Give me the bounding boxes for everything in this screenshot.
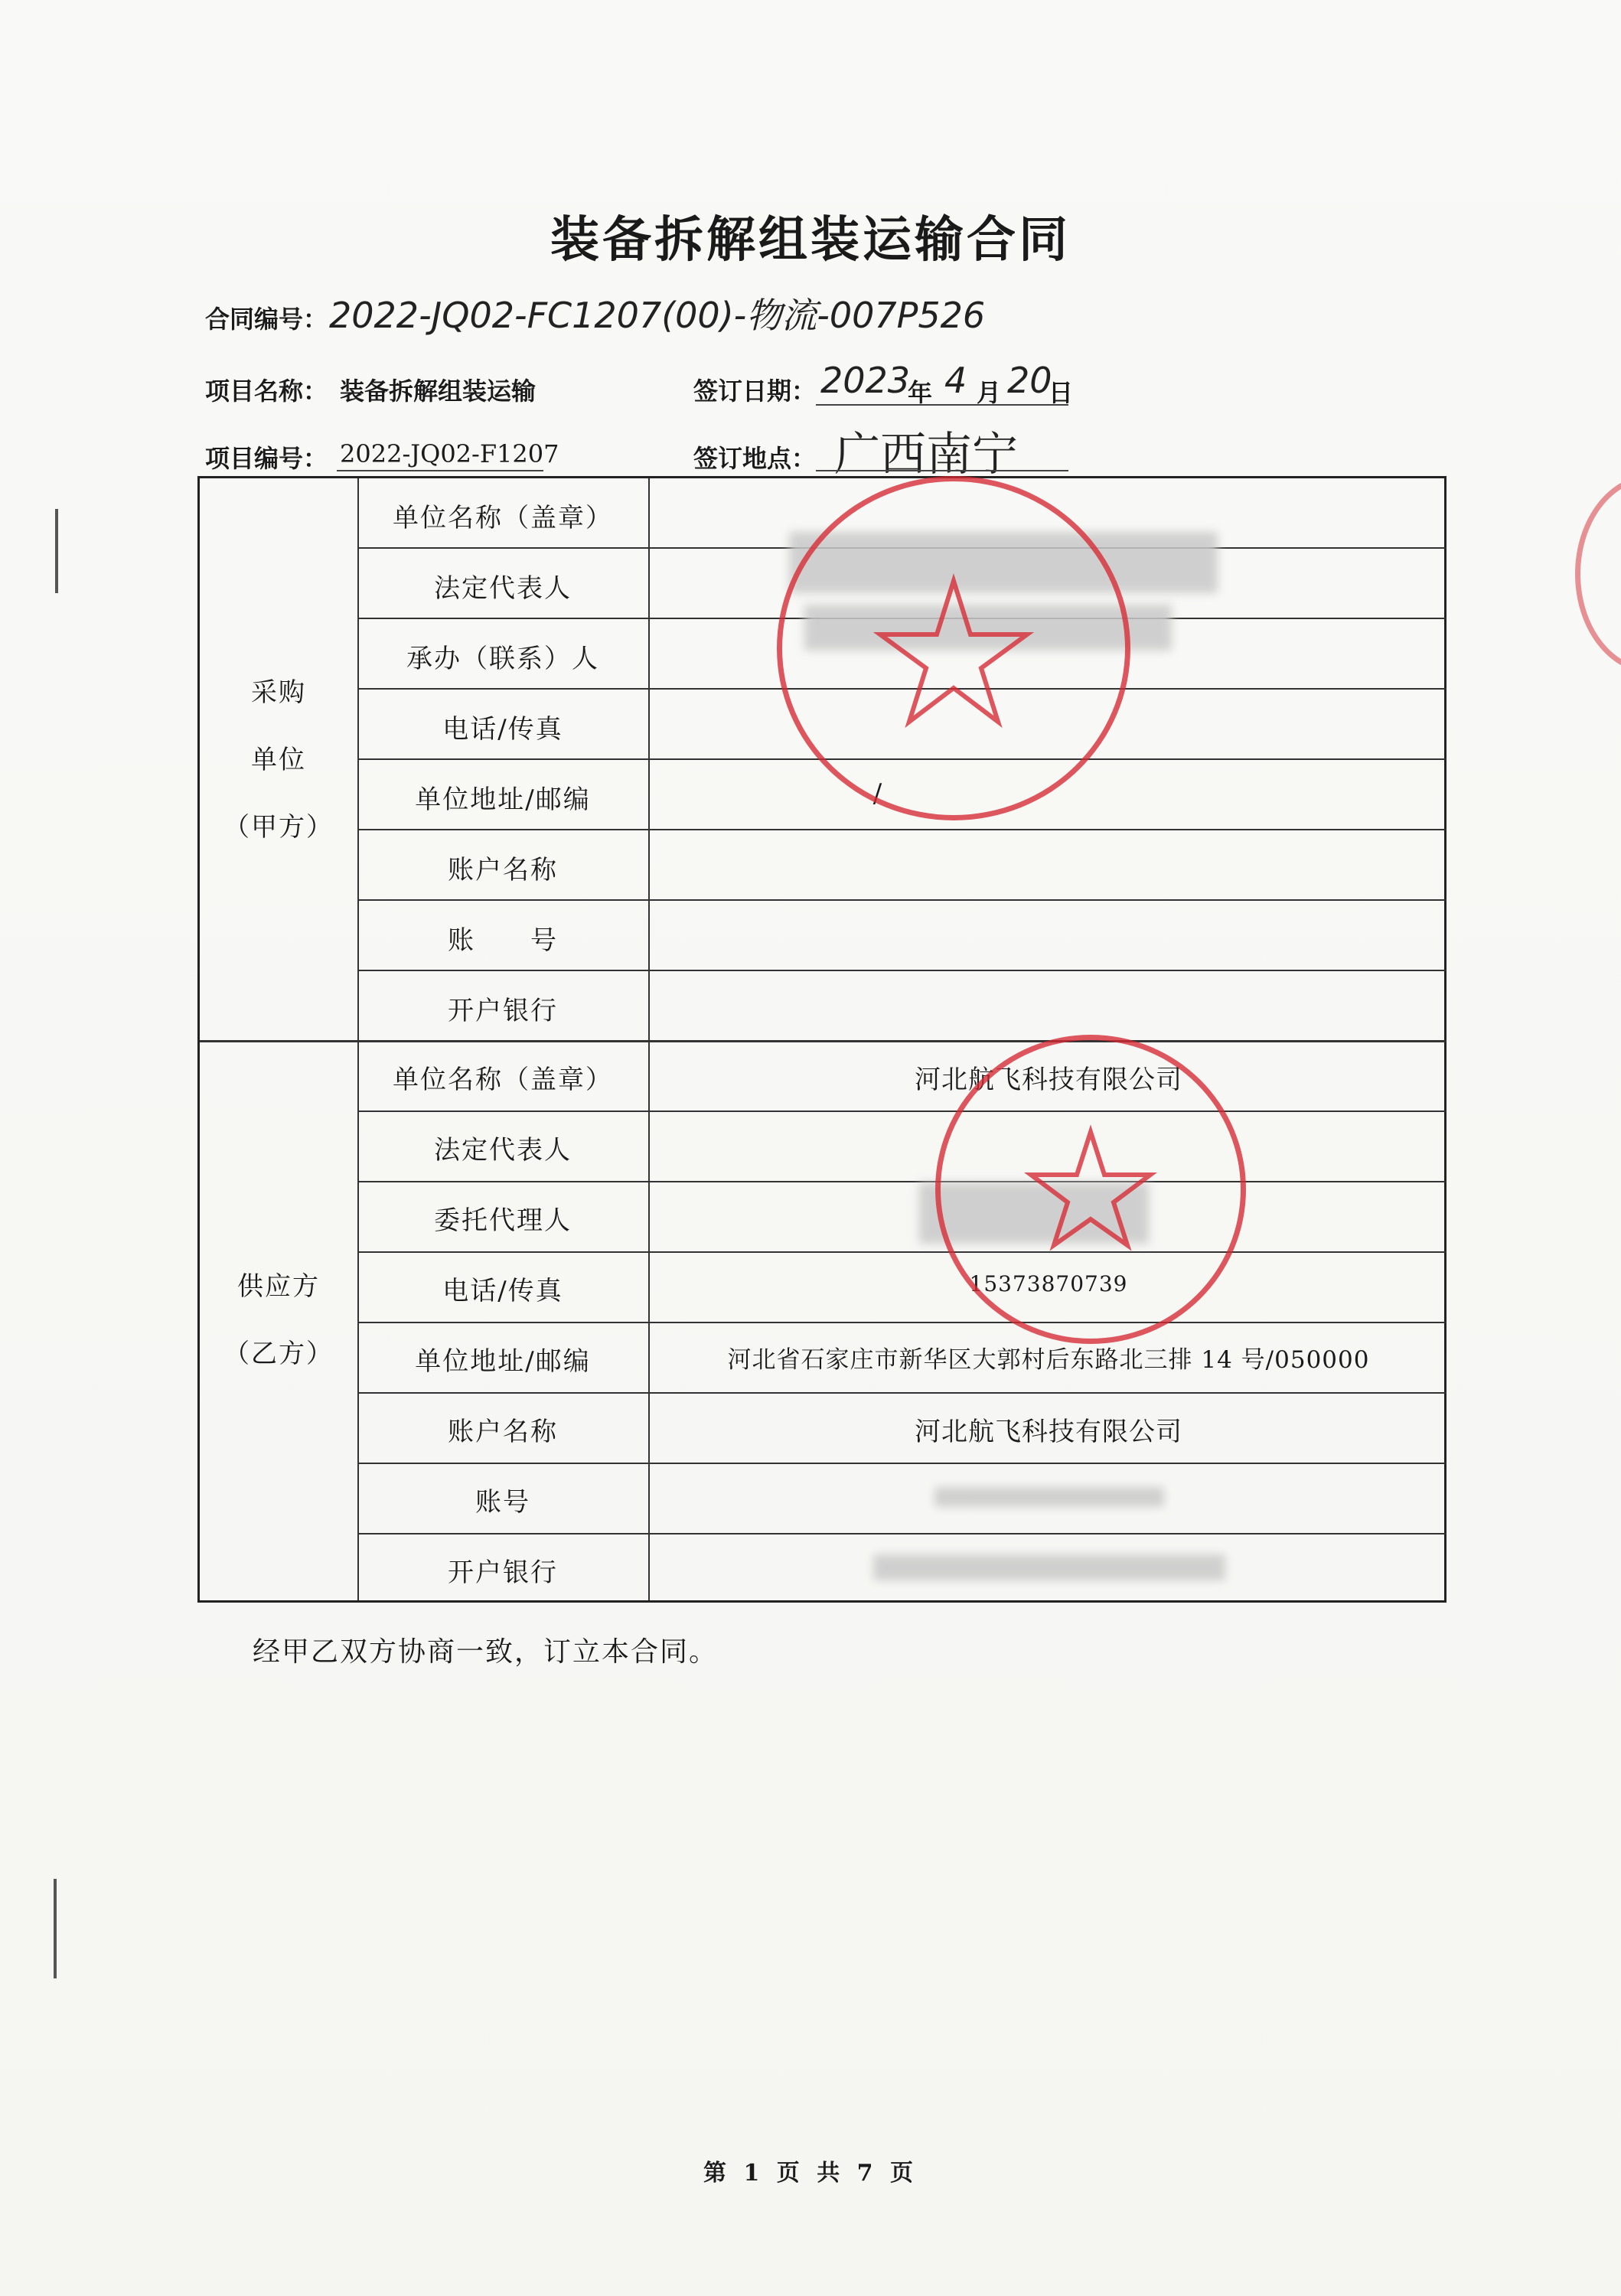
party-b-group-label-line2: （乙方） (223, 1339, 334, 1369)
star-icon (941, 1040, 1241, 1339)
scan-edge-mark (55, 509, 58, 593)
sign-date-month: 4 (944, 360, 967, 401)
party-b-row-value: 15373870739 (969, 1271, 1128, 1296)
sign-date-day: 20 (1007, 360, 1052, 401)
sign-place-label: 签订地点： (693, 444, 817, 473)
party-a-row-label: 法定代表人 (434, 573, 572, 604)
party-a-group-label-line3: （甲方） (223, 812, 334, 843)
party-a-row-label: 单位名称（盖章） (393, 503, 613, 533)
party-a-group-label-line1: 采购 (251, 677, 306, 708)
contract-no-value: 2022-JQ02-FC1207(00)-物流-007P526 (329, 295, 986, 336)
party-a-row-label: 账户名称 (448, 855, 558, 885)
party-b-row-label: 开户银行 (448, 1557, 558, 1588)
edge-stamp-fragment (1575, 475, 1621, 673)
table-row-divider (357, 1110, 1446, 1112)
party-b-stamp (935, 1035, 1246, 1344)
party-b-row-label: 单位名称（盖章） (393, 1065, 613, 1095)
agreement-note: 经甲乙双方协商一致，订立本合同。 (253, 1636, 719, 1668)
party-b-row-label: 委托代理人 (434, 1205, 572, 1236)
redacted-area (934, 1487, 1164, 1507)
party-b-row-label: 账号 (475, 1487, 530, 1518)
party-a-row-label: 电话/传真 (442, 714, 563, 745)
sign-date-day-unit: 日 (1049, 378, 1074, 407)
party-b-row-label: 法定代表人 (434, 1135, 572, 1166)
party-b-row-label: 电话/传真 (442, 1276, 563, 1306)
party-a-row-label: 承办（联系）人 (406, 644, 599, 674)
sign-place-underline (816, 470, 1068, 471)
table-row-divider (357, 970, 1446, 971)
star-icon (782, 481, 1125, 815)
project-name-label: 项目名称： (205, 377, 328, 406)
sign-date-year: 2023 (820, 360, 911, 401)
party-a-stamp (777, 476, 1130, 820)
party-b-row-label: 账户名称 (448, 1417, 558, 1447)
table-row-divider (357, 1322, 1446, 1323)
party-b-row-value: 河北航飞科技有限公司 (915, 1065, 1182, 1095)
sign-date-year-unit: 年 (908, 378, 933, 407)
table-section-divider (200, 1040, 1446, 1042)
party-a-row-label: 单位地址/邮编 (415, 784, 591, 815)
party-b-row-value: 河北省石家庄市新华区大郭村后东路北三排 14 号/050000 (727, 1346, 1370, 1374)
sign-date-label: 签订日期： (693, 377, 817, 406)
scan-edge-mark (54, 1879, 57, 1978)
party-a-group-label-line2: 单位 (251, 745, 306, 775)
table-row-divider (357, 1392, 1446, 1394)
party-a-row-value: / (872, 778, 883, 809)
party-a-row-label: 开户银行 (448, 996, 558, 1026)
table-row-divider (357, 899, 1446, 901)
sign-date-month-unit: 月 (977, 378, 1002, 407)
table-row-divider (357, 1533, 1446, 1534)
party-b-row-value: 河北航飞科技有限公司 (915, 1417, 1182, 1447)
page-footer: 第 1 页 共 7 页 (703, 2160, 918, 2187)
project-no-label: 项目编号： (205, 444, 328, 473)
party-a-row-label: 账 号 (448, 925, 558, 956)
party-b-group-label-line1: 供应方 (237, 1271, 320, 1302)
project-no-value: 2022-JQ02-F1207 (340, 439, 559, 468)
table-row-divider (357, 1463, 1446, 1464)
table-row-divider (357, 829, 1446, 830)
project-name-value: 装备拆解组装运输 (340, 377, 537, 406)
table-row-divider (357, 1251, 1446, 1253)
redacted-area (873, 1554, 1225, 1580)
sign-date-underline (816, 404, 1068, 406)
project-no-underline (337, 470, 543, 471)
document-title: 装备拆解组装运输合同 (550, 211, 1071, 269)
sign-place-value: 广西南宁 (834, 428, 1018, 481)
contract-no-label: 合同编号： (205, 305, 328, 334)
table-row-divider (357, 1181, 1446, 1182)
party-b-row-label: 单位地址/邮编 (415, 1346, 591, 1377)
